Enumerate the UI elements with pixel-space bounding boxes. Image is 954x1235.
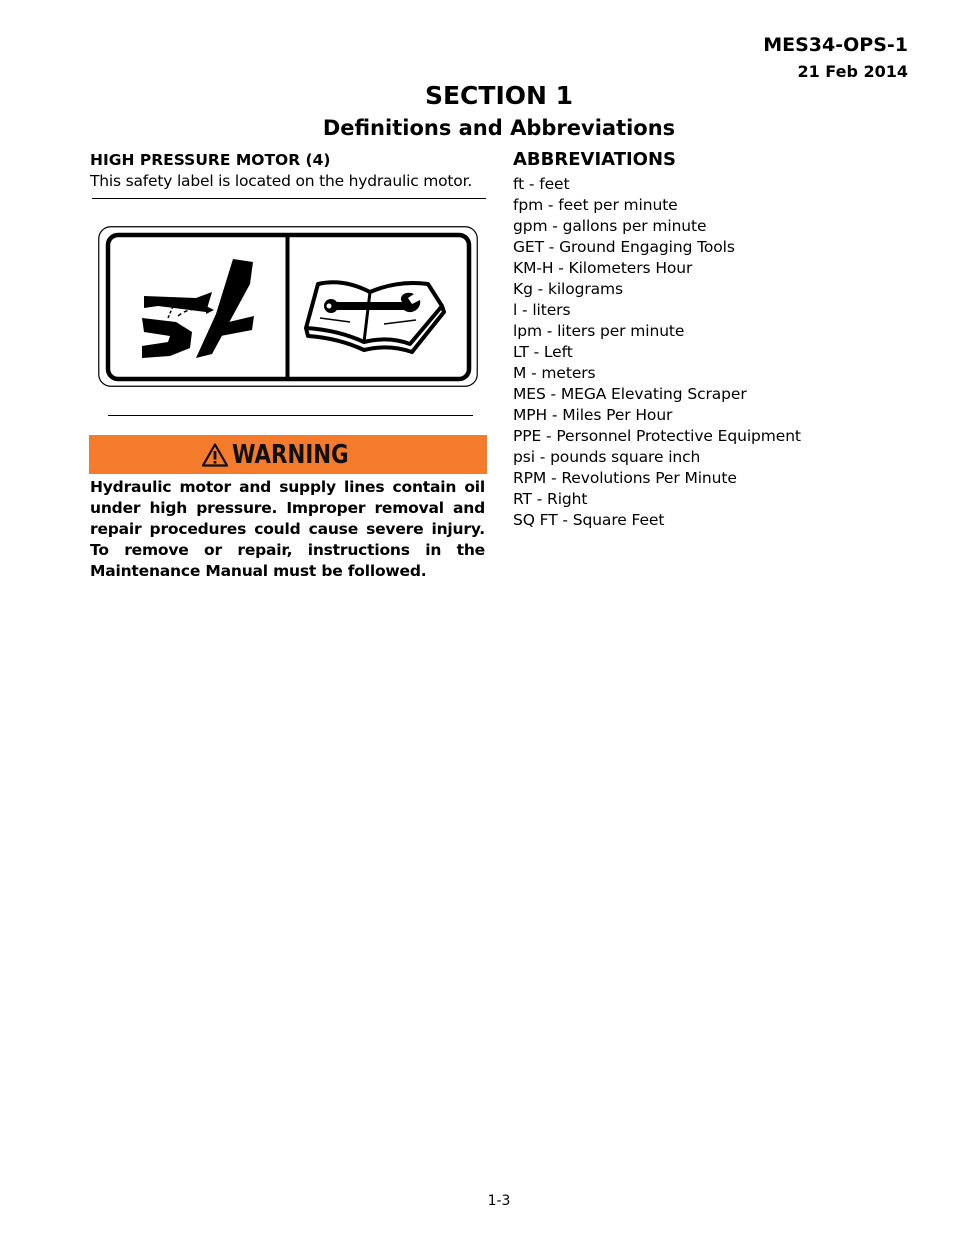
warning-body-text: Hydraulic motor and supply lines contain oil under high pressure. Improper removal and repair procedures could cause severe injury. To remove or repair, instructions in the Maintenance Manual must be followed. [90, 478, 485, 580]
list-item: ft - feet [513, 175, 570, 193]
list-item: M - meters [513, 364, 596, 382]
abbreviations-heading: ABBREVIATIONS [513, 149, 676, 170]
list-item: MES - MEGA Elevating Scraper [513, 385, 747, 403]
list-item: Kg - kilograms [513, 280, 624, 298]
list-item: RPM - Revolutions Per Minute [513, 469, 737, 487]
safety-label-image [98, 226, 478, 387]
list-item: l - liters [513, 301, 571, 319]
list-item: MPH - Miles Per Hour [513, 406, 673, 424]
safety-label-description: This safety label is located on the hydraulic motor. [90, 172, 473, 190]
list-item: KM-H - Kilometers Hour [513, 259, 693, 277]
list-item: GET - Ground Engaging Tools [513, 238, 735, 256]
document-date: 21 Feb 2014 [797, 62, 908, 81]
list-item: psi - pounds square inch [513, 448, 701, 466]
abbreviations-section [513, 149, 893, 531]
divider-top [92, 198, 486, 199]
warning-triangle-icon [202, 443, 228, 467]
section-title: SECTION 1 [424, 81, 574, 110]
safety-label-heading: HIGH PRESSURE MOTOR (4) [90, 151, 331, 169]
warning-label: WARNING [231, 439, 349, 470]
list-item: fpm - feet per minute [513, 196, 678, 214]
section-subtitle: Definitions and Abbreviations [322, 116, 676, 140]
list-item: gpm - gallons per minute [513, 217, 707, 235]
list-item: LT - Left [513, 343, 573, 361]
list-item: SQ FT - Square Feet [513, 511, 665, 529]
divider-middle [108, 415, 473, 416]
document-id: MES34-OPS-1 [763, 34, 908, 56]
list-item: RT - Right [513, 490, 588, 508]
abbreviations-list [513, 174, 893, 531]
safety-label-section [90, 150, 486, 192]
list-item: PPE - Personnel Protective Equipment [513, 427, 801, 445]
warning-banner [89, 435, 487, 474]
list-item: lpm - liters per minute [513, 322, 685, 340]
page-number: 1-3 [487, 1193, 511, 1209]
